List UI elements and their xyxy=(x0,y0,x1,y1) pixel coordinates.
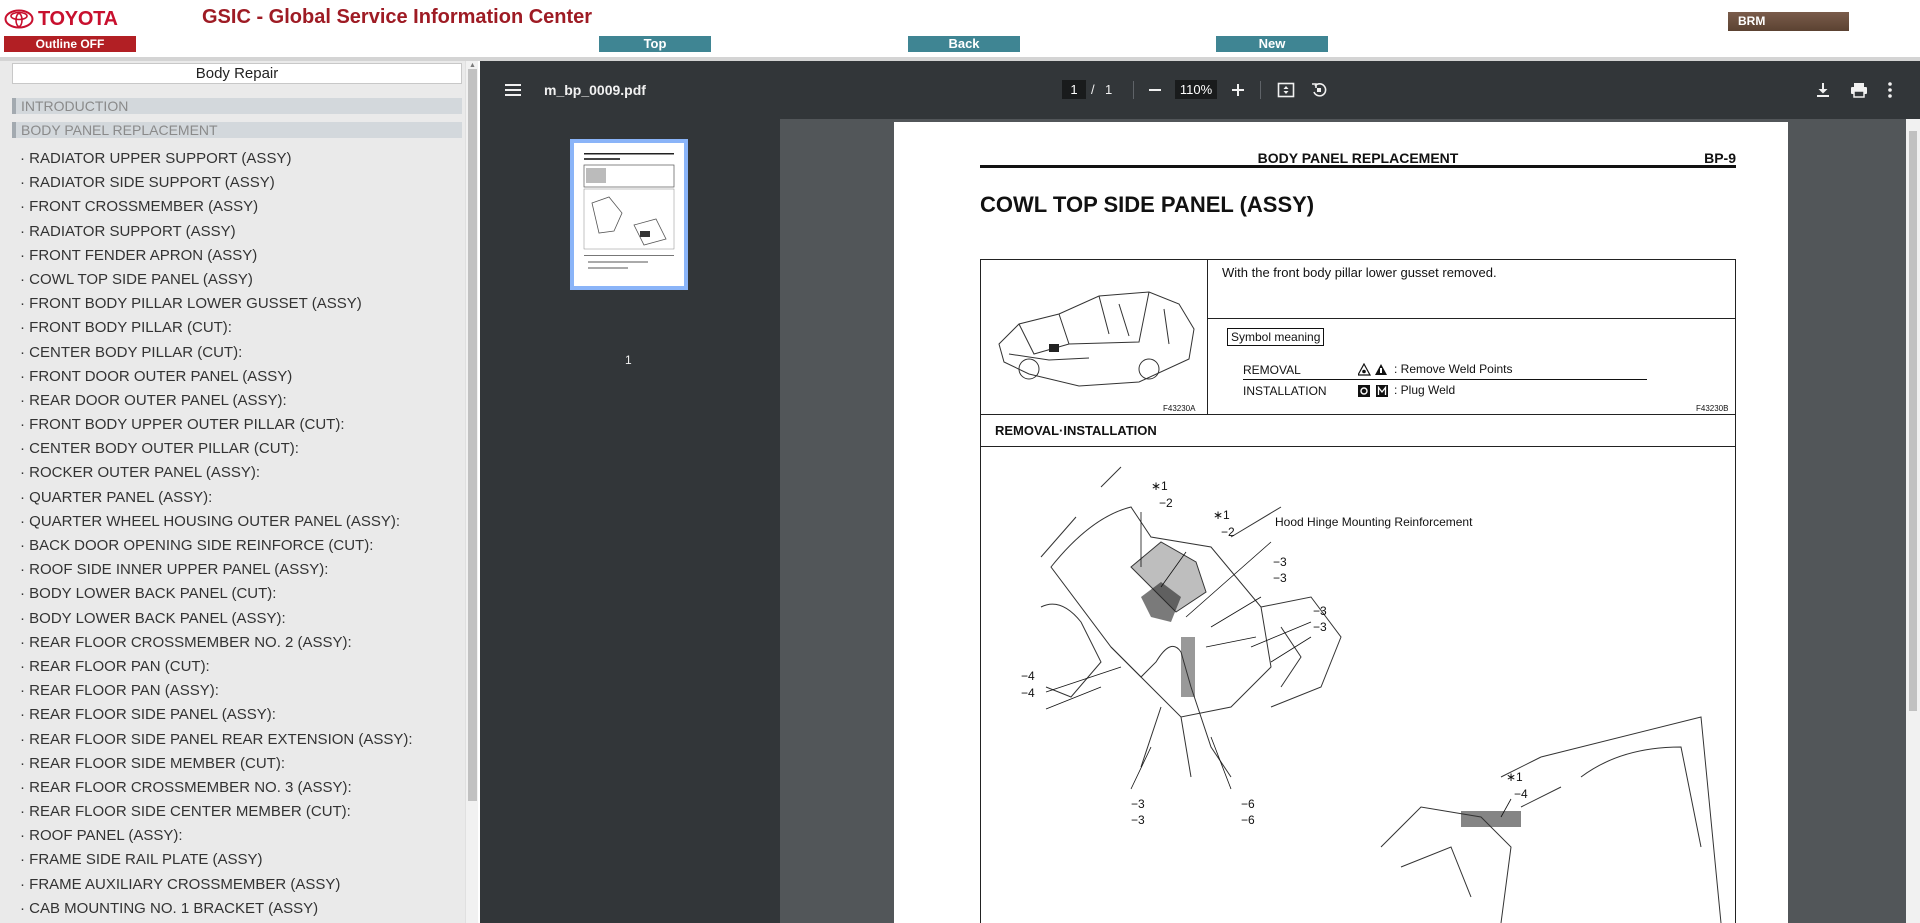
outline-item-list xyxy=(20,147,460,921)
thumbnail-preview xyxy=(574,143,684,286)
menu-icon[interactable] xyxy=(504,83,522,97)
callout-label: −6 xyxy=(1241,797,1255,811)
callout-label: ∗1 xyxy=(1506,770,1523,784)
info-box xyxy=(980,259,1736,447)
list-item[interactable]: · COWL TOP SIDE PANEL (ASSY) xyxy=(20,270,253,288)
list-item[interactable]: · QUARTER PANEL (ASSY): xyxy=(20,488,213,506)
list-item[interactable]: · RADIATOR SIDE SUPPORT (ASSY) xyxy=(20,174,275,192)
list-item[interactable]: · REAR FLOOR CROSSMEMBER NO. 2 (ASSY): xyxy=(20,633,352,651)
app-header xyxy=(0,0,1920,58)
callout-label: −3 xyxy=(1313,604,1327,618)
hood-hinge-label: Hood Hinge Mounting Reinforcement xyxy=(1275,515,1473,529)
list-item[interactable]: · BODY LOWER BACK PANEL (ASSY): xyxy=(20,609,286,627)
cowl-panel-diagram xyxy=(981,447,1737,923)
figure-id-b: F43230B xyxy=(1696,404,1729,413)
removal-label: REMOVAL xyxy=(1243,363,1301,377)
callout-label: −6 xyxy=(1241,813,1255,827)
zoom-in-icon[interactable] xyxy=(1231,83,1245,97)
section-marker xyxy=(12,98,16,114)
more-options-icon[interactable] xyxy=(1887,81,1893,99)
callout-label: −4 xyxy=(1514,787,1528,801)
page-header xyxy=(980,148,1736,168)
section-label: INTRODUCTION xyxy=(21,98,129,114)
new-button[interactable]: New xyxy=(1216,36,1328,52)
pdf-page xyxy=(894,122,1788,923)
outline-toggle-button[interactable]: Outline OFF xyxy=(4,36,136,52)
app-title: GSIC - Global Service Information Center xyxy=(202,6,593,28)
page-title: COWL TOP SIDE PANEL (ASSY) xyxy=(980,192,1315,217)
list-item[interactable]: · FRONT DOOR OUTER PANEL (ASSY) xyxy=(20,367,293,385)
list-item[interactable]: · FRAME SIDE RAIL PLATE (ASSY) xyxy=(20,851,263,869)
box-divider xyxy=(1207,318,1736,319)
callout-label: ∗1 xyxy=(1151,479,1168,493)
pdf-viewer xyxy=(480,61,1920,923)
list-item[interactable]: · REAR FLOOR SIDE PANEL REAR EXTENSION (ASSY): xyxy=(20,730,413,748)
list-item[interactable]: · CAB MOUNTING NO. 1 BRACKET (ASSY) xyxy=(20,899,319,917)
list-item[interactable]: · FRONT BODY PILLAR (CUT): xyxy=(20,319,232,337)
list-item[interactable]: · FRONT BODY UPPER OUTER PILLAR (CUT): xyxy=(20,416,345,434)
list-item[interactable]: · FRONT CROSSMEMBER (ASSY) xyxy=(20,198,259,216)
callout-label: −3 xyxy=(1313,620,1327,634)
sidebar-scrollbar[interactable] xyxy=(465,61,478,923)
list-item[interactable]: · ROOF PANEL (ASSY): xyxy=(20,827,183,845)
removal-description: : Remove Weld Points xyxy=(1394,362,1513,376)
list-item[interactable]: · REAR FLOOR PAN (ASSY): xyxy=(20,682,219,700)
page-thumbnail[interactable] xyxy=(570,139,688,290)
thumbnail-panel xyxy=(480,119,780,923)
brm-button[interactable]: BRM xyxy=(1728,12,1849,31)
toolbar-divider xyxy=(1260,81,1261,99)
list-item[interactable]: · BODY LOWER BACK PANEL (CUT): xyxy=(20,585,277,603)
callout-label: −2 xyxy=(1159,496,1173,510)
pdf-filename: m_bp_0009.pdf xyxy=(544,82,646,98)
list-item[interactable]: · REAR FLOOR PAN (CUT): xyxy=(20,657,210,675)
list-item[interactable]: · REAR FLOOR SIDE MEMBER (CUT): xyxy=(20,754,286,772)
toyota-logo xyxy=(4,6,118,32)
thumbnail-page-number: 1 xyxy=(625,353,632,367)
list-item[interactable]: · QUARTER WHEEL HOUSING OUTER PANEL (ASSY): xyxy=(20,512,401,530)
list-item[interactable]: · REAR FLOOR CROSSMEMBER NO. 3 (ASSY): xyxy=(20,778,352,796)
box-divider xyxy=(1207,260,1208,414)
outline-sidebar xyxy=(0,61,478,923)
top-button[interactable]: Top xyxy=(599,36,711,52)
precondition-note: With the front body pillar lower gusset removed. xyxy=(1222,265,1497,280)
figure-id-a: F43230A xyxy=(1163,404,1196,413)
section-label: BODY PANEL REPLACEMENT xyxy=(21,122,218,138)
callout-label: −3 xyxy=(1273,571,1287,585)
callout-label: −3 xyxy=(1273,555,1287,569)
sidebar-title: Body Repair xyxy=(12,63,462,84)
callout-label: −3 xyxy=(1131,797,1145,811)
list-item[interactable]: · CENTER BODY PILLAR (CUT): xyxy=(20,343,243,361)
list-item[interactable]: · FRONT BODY PILLAR LOWER GUSSET (ASSY) xyxy=(20,295,362,313)
download-icon[interactable] xyxy=(1815,82,1831,98)
logo-text: TOYOTA xyxy=(38,7,118,30)
print-icon[interactable] xyxy=(1850,82,1868,98)
list-item[interactable]: · RADIATOR SUPPORT (ASSY) xyxy=(20,222,236,240)
callout-label: ∗1 xyxy=(1213,508,1230,522)
toyota-emblem-icon xyxy=(4,9,34,29)
zoom-out-icon[interactable] xyxy=(1148,83,1162,97)
section-introduction[interactable] xyxy=(12,98,462,114)
zoom-level-input[interactable]: 110% xyxy=(1175,80,1217,99)
rotate-icon[interactable] xyxy=(1310,81,1328,99)
remove-weld-symbol-icon xyxy=(1358,363,1392,376)
page-number-input[interactable]: 1 xyxy=(1062,80,1086,99)
page-separator: / xyxy=(1091,82,1095,97)
list-item[interactable]: · CENTER BODY OUTER PILLAR (CUT): xyxy=(20,440,299,458)
list-item[interactable]: · FRONT FENDER APRON (ASSY) xyxy=(20,246,258,264)
list-item[interactable]: · REAR FLOOR SIDE PANEL (ASSY): xyxy=(20,706,276,724)
pdf-scroll-thumb[interactable] xyxy=(1909,131,1917,711)
installation-label: INSTALLATION xyxy=(1243,384,1327,398)
scroll-up-icon[interactable]: ▲ xyxy=(469,62,476,69)
toolbar-divider xyxy=(1133,81,1134,99)
list-item[interactable]: · FRAME AUXILIARY CROSSMEMBER (ASSY) xyxy=(20,875,341,893)
page-total: 1 xyxy=(1105,82,1113,97)
list-item[interactable]: · REAR DOOR OUTER PANEL (ASSY): xyxy=(20,391,287,409)
removal-installation-diagram xyxy=(980,447,1736,923)
callout-label: −4 xyxy=(1021,686,1035,700)
callout-label: −4 xyxy=(1021,669,1035,683)
pdf-toolbar xyxy=(480,61,1920,119)
plug-weld-symbol-icon xyxy=(1358,385,1392,398)
fit-page-icon[interactable] xyxy=(1277,81,1295,99)
section-marker xyxy=(12,122,16,138)
list-item[interactable]: · REAR FLOOR SIDE CENTER MEMBER (CUT): xyxy=(20,803,351,821)
list-item[interactable]: · RADIATOR UPPER SUPPORT (ASSY) xyxy=(20,150,292,167)
callout-label: −2 xyxy=(1221,525,1235,539)
back-button[interactable]: Back xyxy=(908,36,1020,52)
removal-installation-heading: REMOVAL·INSTALLATION xyxy=(995,423,1157,438)
page-code: BP-9 xyxy=(1704,150,1736,166)
vehicle-body-illustration xyxy=(989,274,1199,394)
section-body-panel-replacement[interactable] xyxy=(12,122,462,138)
list-item[interactable]: · ROOF SIDE INNER UPPER PANEL (ASSY): xyxy=(20,561,329,579)
sidebar-scroll-thumb[interactable] xyxy=(468,69,477,801)
box-divider xyxy=(981,414,1736,415)
installation-description: : Plug Weld xyxy=(1394,383,1456,397)
page-section-title: BODY PANEL REPLACEMENT xyxy=(1257,150,1459,166)
pdf-scrollbar[interactable] xyxy=(1906,119,1920,923)
legend-divider xyxy=(1243,379,1647,380)
symbol-meaning-label: Symbol meaning xyxy=(1227,328,1324,346)
list-item[interactable]: · BACK DOOR OPENING SIDE REINFORCE (CUT): xyxy=(20,537,374,554)
list-item[interactable]: · ROCKER OUTER PANEL (ASSY): xyxy=(20,464,261,482)
callout-label: −3 xyxy=(1131,813,1145,827)
